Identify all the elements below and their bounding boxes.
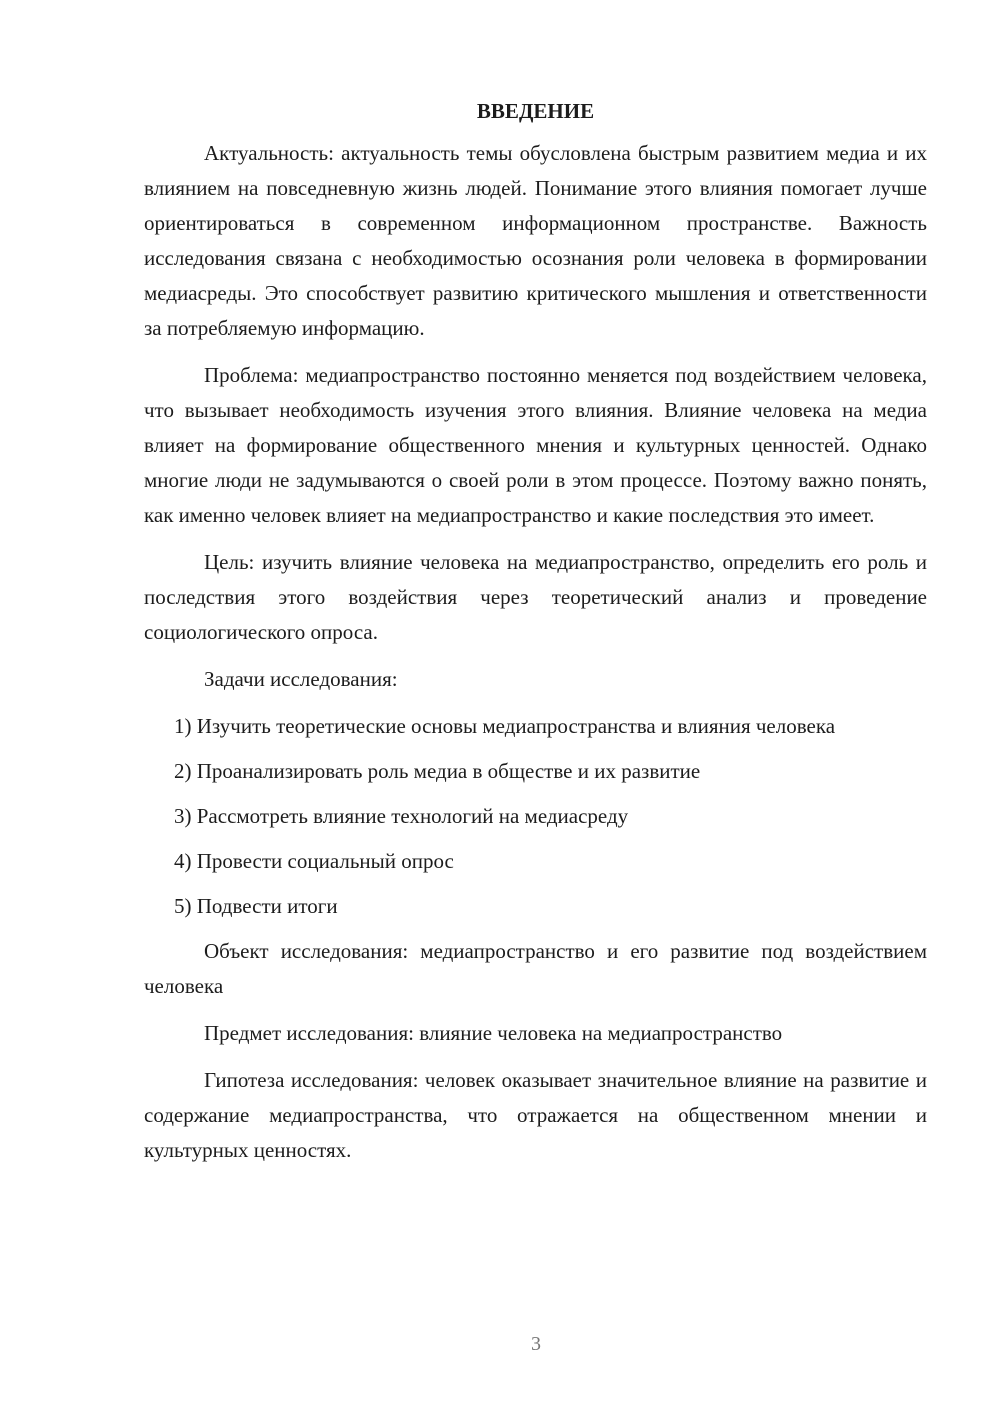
goal-paragraph: Цель: изучить влияние человека на медиапространство, определить его роль и последствия этого воздействия через теоретический анализ и проведение социологического опроса. [144,550,927,644]
page-title: ВВЕДЕНИЕ [476,99,595,123]
subject-paragraph: Предмет исследования: влияние человека на медиапространство [204,1021,783,1045]
task-item: 3) Рассмотреть влияние технологий на медиасреду [174,804,629,828]
page-number: 3 [531,1333,541,1355]
tasks-heading: Задачи исследования: [204,667,398,691]
tasks-list [144,709,927,924]
task-item: 1) Изучить теоретические основы медиапространства и влияния человека [174,714,836,738]
relevance-paragraph: Актуальность: актуальность темы обусловлена быстрым развитием медиа и их влиянием на повседневную жизнь людей. Понимание этого влияния помогает лучше ориентироваться в современном информационном пространстве. Важность исследования связана с необходимостью осознания роли человека в формировании медиасреды. Это способствует развитию критического мышления и ответственности за потребляемую информацию. [144,141,927,340]
task-item: 4) Провести социальный опрос [174,849,454,873]
problem-paragraph: Проблема: медиапространство постоянно меняется под воздействием человека, что вызывает необходимость изучения этого влияния. Влияние человека на медиа влияет на формирование общественного мнения и культурных ценностей. Однако многие люди не задумываются о своей роли в этом процессе. Поэтому важно понять, как именно человек влияет на медиапространство и какие последствия это имеет. [144,363,927,527]
object-paragraph: Объект исследования: медиапространство и его развитие под воздействием человека [144,939,927,998]
task-item: 5) Подвести итоги [174,894,338,918]
page-content [144,96,927,1180]
hypothesis-paragraph: Гипотеза исследования: человек оказывает значительное влияние на развитие и содержание медиапространства, что отражается на общественном мнении и культурных ценностях. [144,1068,927,1162]
task-item: 2) Проанализировать роль медиа в обществе и их развитие [174,759,701,783]
